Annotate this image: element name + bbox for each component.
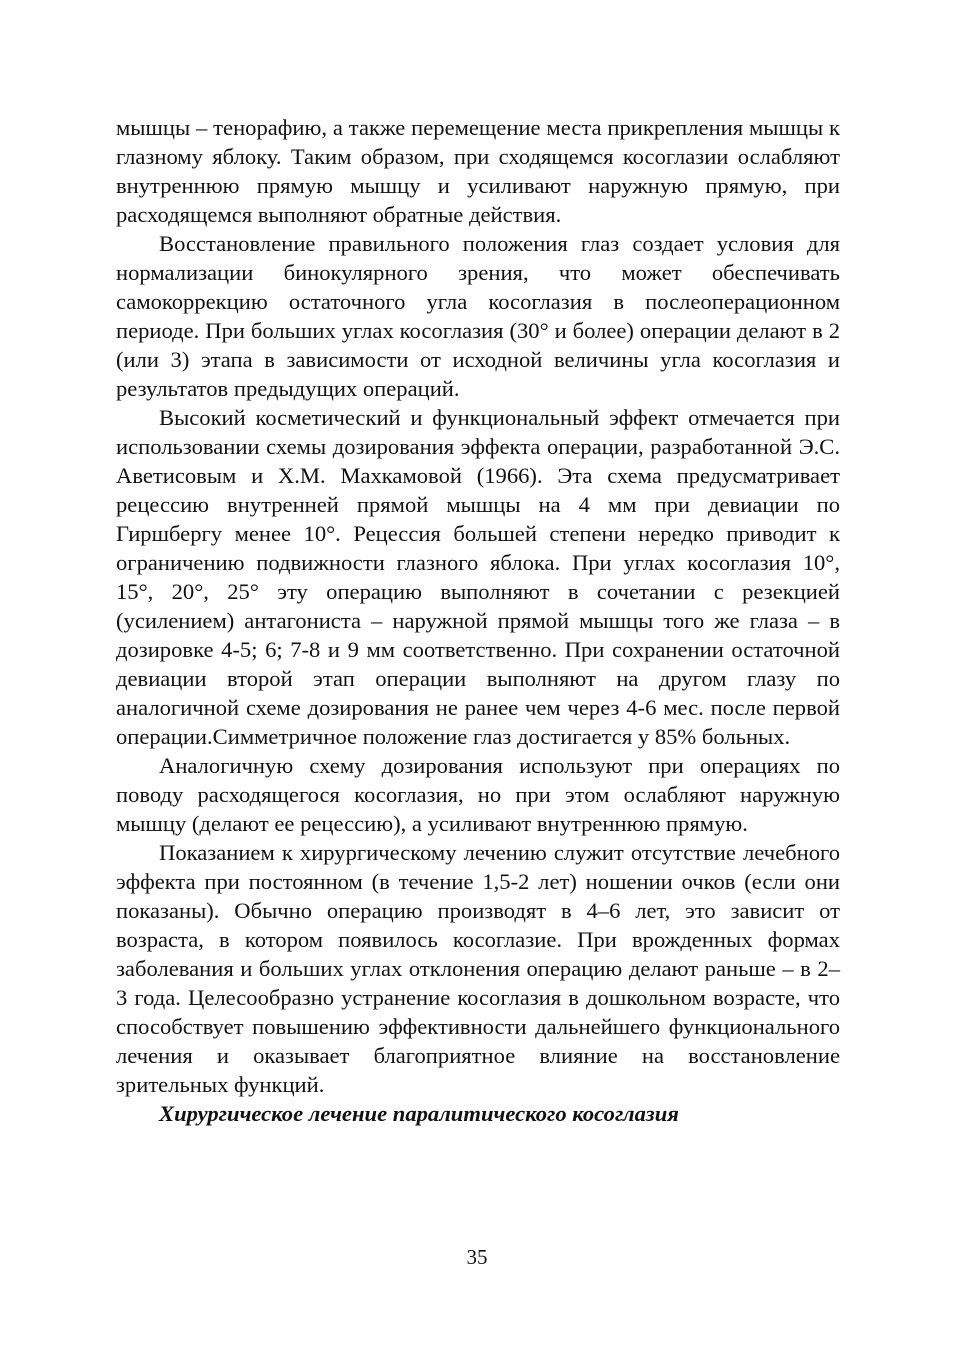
paragraph-5: Показанием к хирургическому лечению служит отсутствие лечебного эффекта при постоянном (в течение 1,5-2 лет) ношении очков (если они показаны). Обычно операцию производят в 4–6 лет, это зависит от возраста, в котором появилось косоглазие. При врожденных формах заболевания и больших углах отклонения операцию делают раньше – в 2–3 года. Целесообразно устранение косоглазия в дошкольном возрасте, что способствует повышению эффективности дальнейшего функционального лечения и оказывает благоприятное влияние на восстановление зрительных функций.	[116, 840, 840, 1097]
paragraph-4: Аналогичную схему дозирования используют при операциях по поводу расходящегося косоглазия, но при этом ослабляют наружную мышцу (делают ее рецессию), а усиливают внутреннюю прямую.	[116, 753, 840, 836]
page-number: 35	[466, 1245, 488, 1269]
paragraph-2: Восстановление правильного положения глаз создает условия для нормализации бинокулярного зрения, что может обеспечивать самокоррекцию остаточного угла косоглазия в послеоперационном периоде. При больших углах косоглазия (30° и более) операции делают в 2 (или 3) этапа в зависимости от исходной величины угла косоглазия и результатов предыдущих операций.	[116, 231, 840, 401]
paragraph-3: Высокий косметический и функциональный эффект отмечается при использовании схемы дозирования эффекта операции, разработанной Э.С. Аветисовым и Х.М. Махкамовой (1966). Эта схема предусматривает рецессию внутренней прямой мышцы на 4 мм при девиации по Гиршбергу менее 10°. Рецессия большей степени нередко приводит к ограничению подвижности глазного яблока. При углах косоглазия 10°, 15°, 20°, 25° эту операцию выполняют в сочетании с резекцией (усилением) антагониста – наружной прямой мышцы того же глаза – в дозировке 4-5; 6; 7-8 и 9 мм соответственно. При сохранении остаточной девиации второй этап операции выполняют на другом глазу по аналогичной схеме дозирования не ранее чем через 4-6 мес. после первой операции.Симметричное положение глаз достигается у 85% больных.	[116, 405, 840, 749]
body-text	[116, 113, 840, 1128]
section-heading: Хирургическое лечение паралитического косоглазия	[159, 1101, 679, 1126]
paragraph-1: мышцы – тенорафию, а также перемещение места прикрепления мышцы к глазному яблоку. Таким образом, при сходящемся косоглазии ослабляют внутреннюю прямую мышцу и усиливают наружную прямую, при расходящемся выполняют обратные действия.	[116, 115, 840, 227]
